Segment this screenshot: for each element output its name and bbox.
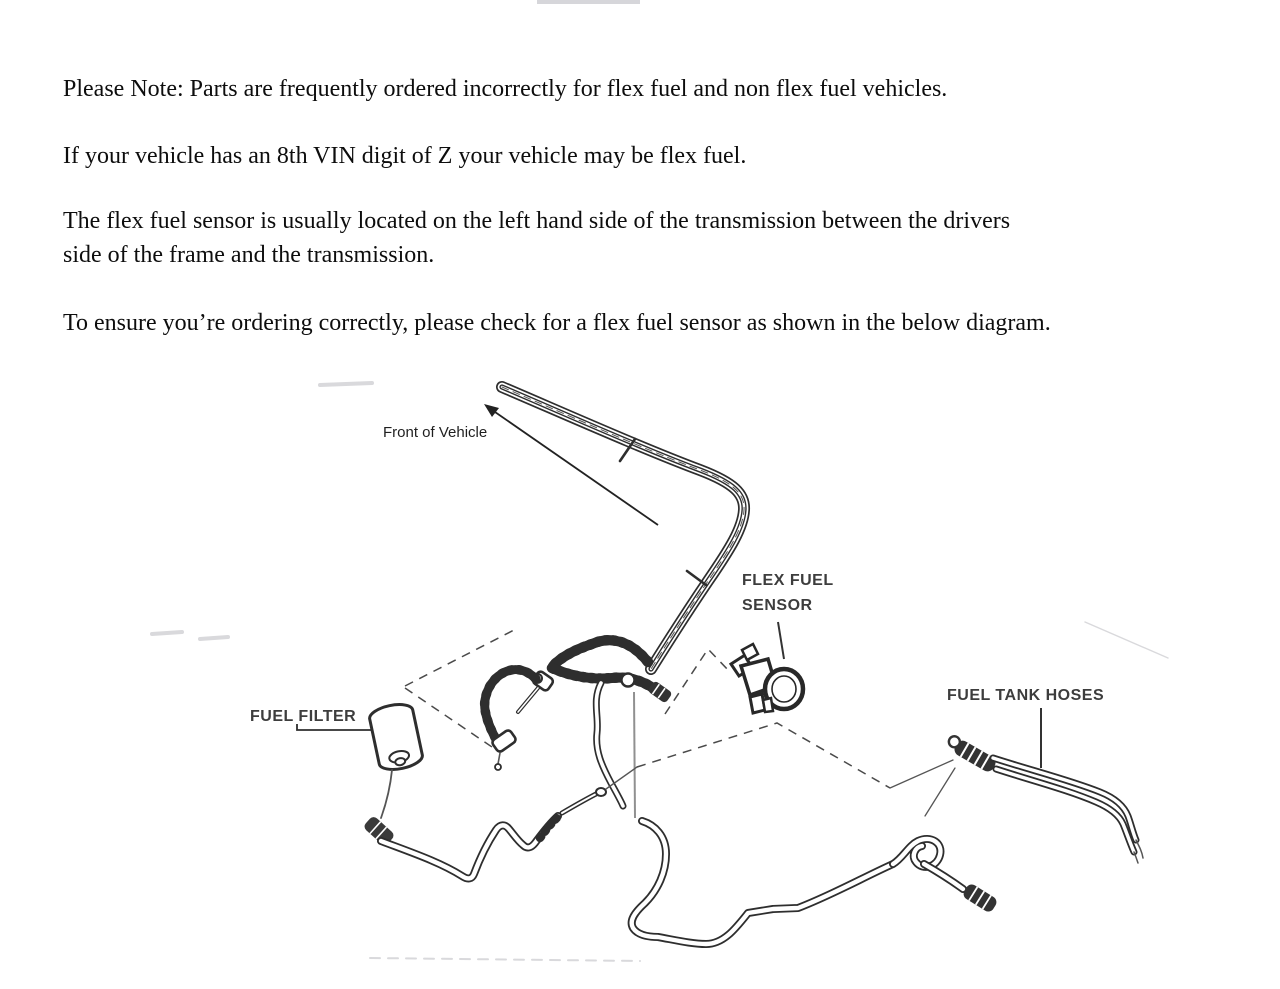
fuel-tank-hoses-part [945,708,1143,863]
filter-fuel-line [381,767,637,878]
flex-fuel-sensor-label-line2: SENSOR [742,597,813,614]
note-paragraph-2: If your vehicle has an 8th VIN digit of Z your vehicle may be flex fuel. [63,143,747,169]
note-paragraph-3-line2: side of the frame and the transmission. [63,242,435,268]
top-fuel-line-bundle [502,387,744,669]
left-jumper-hose [485,670,536,770]
sensor-leader-line [778,622,784,659]
flex-fuel-sensor-label [742,572,834,614]
note-paragraph-1: Please Note: Parts are frequently ordered incorrectly for flex fuel and non flex fuel vehicles. [63,76,948,102]
hose-end-tip [495,764,501,770]
tank-line-end-fitting [961,882,998,914]
lower-fuel-line [632,821,999,944]
line-end-fitting [596,788,606,796]
center-descending-line [596,683,635,818]
arrowhead-icon [484,404,499,417]
note-paragraph-4: To ensure you’re ordering correctly, please check for a flex fuel sensor as shown in the below diagram. [63,310,1051,336]
front-of-vehicle-label: Front of Vehicle [383,424,488,441]
tank-hose-fitting [945,734,998,774]
flex-fuel-sensor-part [731,622,803,713]
fuel-filter-label: FUEL FILTER [250,708,357,725]
fuel-tank-hoses-label: FUEL TANK HOSES [947,687,1105,704]
flex-fuel-sensor-label-line1: FLEX FUEL [742,572,834,589]
note-paragraph-3-line1: The flex fuel sensor is usually located on the left hand side of the transmission between the drivers [63,208,1011,234]
